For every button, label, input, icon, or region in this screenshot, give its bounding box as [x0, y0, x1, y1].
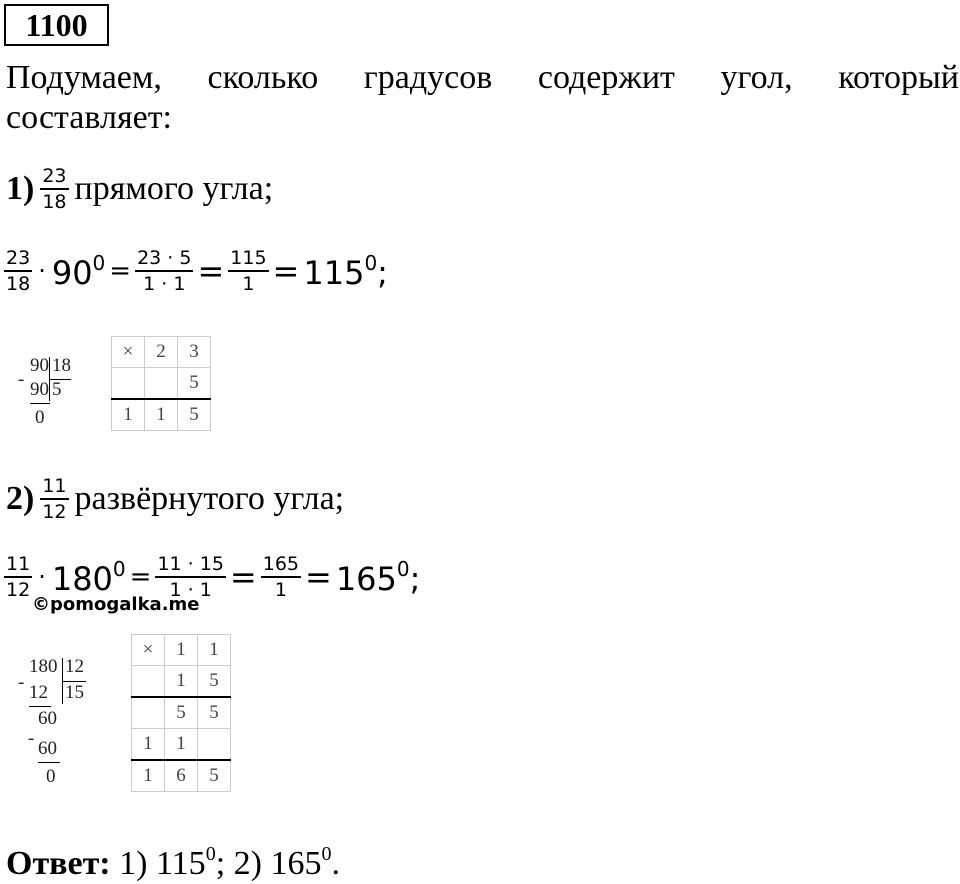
p2-mul-cell: 1: [198, 635, 231, 666]
answer-end: .: [331, 845, 340, 882]
part1-frac-num: 23: [42, 165, 67, 187]
p1-div-remainder: 0: [35, 407, 45, 428]
p2-f3: [261, 552, 301, 602]
p2-mul-cell: [132, 666, 165, 698]
p2-mul-cell: 6: [165, 760, 198, 792]
p2-mul-cell: 5: [198, 666, 231, 698]
p1-mul-cell: 5: [178, 399, 211, 431]
part1-mult-table: [111, 336, 211, 431]
p2-mul-cell: 1: [132, 760, 165, 792]
part2-fraction: [40, 474, 68, 524]
p1-result-exp: 0: [364, 250, 378, 275]
p1-f2-num: 23 · 5: [137, 247, 192, 269]
p2-mul-row: [132, 697, 231, 729]
p2-base-exp: 0: [112, 556, 126, 581]
p1-mul-cell: 3: [178, 337, 211, 368]
p2-div-minus1: -: [18, 672, 25, 693]
p2-mul-cell: 5: [165, 697, 198, 729]
intro-line-2: составляет:: [6, 99, 172, 136]
p2-dot: ·: [38, 563, 46, 591]
answer-part2: ; 2) 165: [215, 845, 322, 882]
answer-part1-exp: 0: [205, 843, 216, 865]
p1-result-val: 115: [303, 253, 365, 292]
part2-label: 2): [6, 480, 35, 517]
p2-div-rem1: 60: [38, 708, 57, 729]
part1-fraction: [40, 164, 68, 214]
p2-div-sub1: 12: [29, 682, 48, 703]
p2-mul-cell: 1: [165, 635, 198, 666]
part2-heading: [6, 474, 344, 524]
p1-f1: [4, 246, 32, 296]
p1-div-quotient: 5: [52, 379, 62, 400]
p2-f3-den: 1: [274, 579, 287, 601]
p1-f3-den: 1: [242, 273, 255, 295]
part2-long-division: [18, 656, 108, 806]
p2-f1: [4, 552, 32, 602]
part2-frac-num: 11: [42, 475, 67, 497]
p1-mul-row: [112, 337, 211, 368]
p2-eq1: =: [129, 562, 152, 592]
part2-frac-den: 12: [42, 501, 67, 523]
answer-part1: 1) 115: [119, 845, 206, 882]
p2-div-remainder: 0: [46, 766, 56, 787]
p1-mul-cell: 1: [112, 399, 145, 431]
part1-long-division: [18, 355, 88, 445]
p1-f2: [135, 246, 193, 296]
p2-mul-row: [132, 760, 231, 792]
p2-result-exp: 0: [396, 556, 410, 581]
p1-mul-cell: [145, 368, 178, 400]
p1-f2-den: 1 · 1: [143, 273, 186, 295]
p2-f2-num: 11 · 15: [157, 553, 224, 575]
p1-mul-row: [112, 368, 211, 400]
p2-mul-cell: 5: [198, 760, 231, 792]
p1-base-exp: 0: [92, 250, 106, 275]
intro-line-1: Подумаем, сколько градусов содержит угол, который: [6, 59, 959, 96]
p1-mul-cell: 1: [145, 399, 178, 431]
problem-number: 1100: [4, 4, 109, 46]
p2-mul-row: [132, 729, 231, 761]
p2-mul-cell: ×: [132, 635, 165, 666]
p2-div-dividend: 180: [29, 656, 58, 677]
p1-div-divisor: 18: [52, 355, 71, 376]
p1-dot: ·: [38, 257, 46, 285]
p1-base: [52, 251, 105, 292]
p2-div-quotient: 15: [65, 682, 84, 703]
part1-text: прямого угла;: [74, 170, 274, 207]
p1-mul-cell: [112, 368, 145, 400]
p2-mul-cell: [132, 697, 165, 729]
p1-mul-cell: ×: [112, 337, 145, 368]
p2-f1-den: 12: [6, 579, 31, 601]
p1-f1-den: 18: [6, 273, 31, 295]
p2-eq3: =: [305, 558, 332, 596]
p1-eq1: =: [109, 256, 132, 286]
p2-mul-cell: [198, 729, 231, 761]
part1-heading: [6, 164, 273, 214]
part2-mult-table: [131, 634, 231, 792]
p2-eq2: =: [229, 558, 257, 596]
watermark: ©pomogalka.me: [32, 594, 200, 615]
p2-div-divisor: 12: [65, 656, 84, 677]
intro-text: [6, 58, 959, 138]
p2-mul-row: [132, 635, 231, 666]
p1-div-minus: -: [18, 369, 25, 390]
part1-label: 1): [6, 170, 35, 207]
p1-eq3: =: [272, 252, 300, 290]
p1-result: [303, 251, 388, 292]
p2-mul-cell: 1: [132, 729, 165, 761]
answer-label: Ответ:: [6, 845, 111, 882]
p2-mul-cell: 1: [165, 729, 198, 761]
p1-div-sub: 90: [30, 379, 49, 400]
p2-base: [52, 557, 126, 598]
p1-mul-cell: 2: [145, 337, 178, 368]
answer-part2-exp: 0: [321, 843, 332, 865]
p2-f2-den: 1 · 1: [169, 579, 212, 601]
p2-div-minus2: -: [28, 728, 35, 749]
part1-frac-den: 18: [42, 191, 67, 213]
answer-line: [6, 834, 340, 884]
p2-result-val: 165: [335, 559, 397, 598]
p1-f3: [228, 246, 268, 296]
p2-mul-row: [132, 666, 231, 698]
p2-result: [336, 557, 421, 598]
p2-result-end: ;: [409, 559, 421, 598]
p1-eq2: =: [197, 252, 225, 290]
part2-text: развёрнутого угла;: [74, 480, 345, 517]
p2-mul-cell: 5: [198, 697, 231, 729]
p1-mul-row: [112, 399, 211, 431]
p2-mul-cell: 1: [165, 666, 198, 698]
p1-div-dividend: 90: [30, 355, 49, 376]
p2-div-sub2: 60: [38, 738, 57, 759]
p1-base-val: 90: [51, 253, 93, 292]
p1-result-end: ;: [377, 253, 388, 292]
p1-f3-num: 115: [230, 247, 267, 269]
part1-equation: [4, 246, 388, 296]
p1-mul-cell: 5: [178, 368, 211, 400]
p2-f1-num: 11: [6, 553, 31, 575]
p2-base-val: 180: [51, 559, 113, 598]
p1-f1-num: 23: [6, 247, 31, 269]
p2-f3-num: 165: [262, 553, 299, 575]
